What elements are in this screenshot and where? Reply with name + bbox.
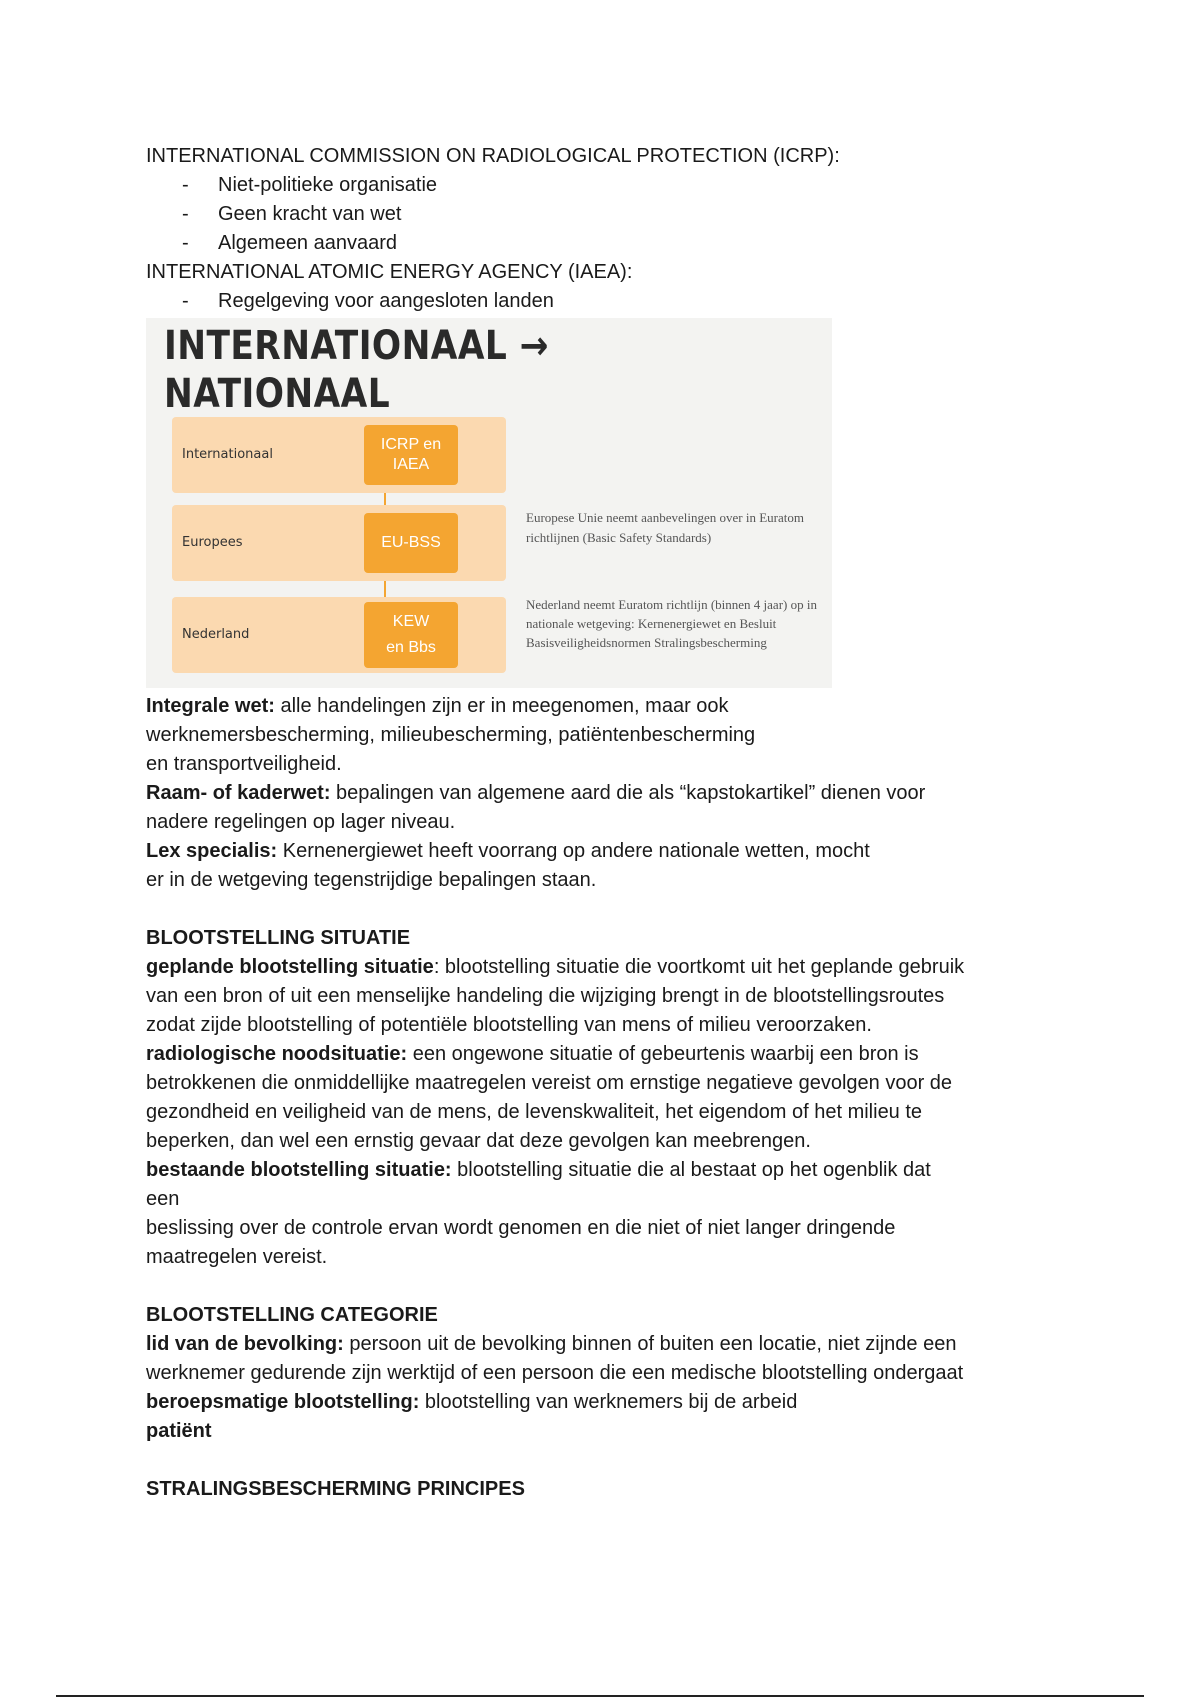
box-text: EU-BSS (381, 534, 441, 551)
icrp-list (146, 171, 1066, 258)
lid-line1 (146, 1330, 1066, 1359)
definition-text: persoon uit de bevolking binnen of buiten een locatie, niet zijnde een (343, 1333, 957, 1355)
note-europees: Europese Unie neemt aanbevelingen over in Euratom richtlijnen (Basic Safety Standards) (526, 510, 804, 545)
bestaand-line3: beslissing over de controle ervan wordt genomen en die niet of niet langer dringende (146, 1217, 896, 1239)
page-bottom-rule (56, 1695, 1144, 1697)
raamwet-line2: nadere regelingen op lager niveau. (146, 811, 456, 833)
list-item: - Regelgeving voor aangesloten landen (146, 287, 1066, 316)
box-text: en Bbs (386, 639, 436, 656)
list-item: - Algemeen aanvaard (146, 229, 1066, 258)
heading-blootstelling-situatie: BLOOTSTELLING SITUATIE (146, 927, 411, 949)
bestaand-line2: een (146, 1188, 180, 1210)
term: Lex specialis: (146, 840, 278, 862)
row-label: Nederland (182, 627, 250, 642)
definition-text: een ongewone situatie of gebeurtenis waarbij een bron is (407, 1043, 919, 1065)
figure-row-europees (172, 505, 506, 581)
document-page (146, 142, 1066, 1504)
lex-specialis-line1 (146, 837, 1066, 866)
lid-line2: werknemer gedurende zijn werktijd of een persoon die een medische blootstelling ondergaat (146, 1362, 964, 1384)
spacer (146, 895, 1066, 924)
box-text: KEW (392, 613, 430, 630)
bestaand-line4: maatregelen vereist. (146, 1246, 328, 1268)
integrale-wet-line2: werknemersbescherming, milieubescherming, patiëntenbescherming (146, 724, 756, 746)
lex-specialis-line2: er in de wetgeving tegenstrijdige bepalingen staan. (146, 869, 597, 891)
gepland-line2: van een bron of uit een menselijke handeling die wijziging brengt in de blootstellingsroutes (146, 985, 945, 1007)
term: patiënt (146, 1420, 212, 1442)
heading-principes: STRALINGSBESCHERMING PRINCIPES (146, 1478, 525, 1500)
note-nederland: Nederland neemt Euratom richtlijn (binnen 4 jaar) op in nationale wetgeving: Kernenergiewet en Besluit Basisveiligheidsnormen Stralingsbescherming (526, 597, 817, 650)
row-label: Internationaal (182, 447, 273, 462)
term: bestaande blootstelling situatie: (146, 1159, 452, 1181)
definition-text: : blootstelling situatie die voortkomt uit het geplande gebruik (433, 956, 965, 978)
term: radiologische noodsituatie: (146, 1043, 408, 1065)
term: beroepsmatige blootstelling: (146, 1391, 420, 1413)
international-national-figure (146, 318, 832, 688)
list-item: - Niet-politieke organisatie (146, 171, 1066, 200)
figure-row-internationaal (172, 417, 506, 493)
iaea-heading: INTERNATIONAL ATOMIC ENERGY AGENCY (IAEA): (146, 261, 633, 283)
box-icrp-iaea (364, 425, 458, 485)
list-item: - Geen kracht van wet (146, 200, 1066, 229)
definition-text: bepalingen van algemene aard die als “kapstokartikel” dienen voor (330, 782, 926, 804)
box-text: IAEA (392, 456, 430, 473)
bestaand-line1 (146, 1156, 1066, 1185)
definition-text: alle handelingen zijn er in meegenomen, maar ook (274, 695, 729, 717)
figure-title: INTERNATIONAAL → NATIONAAL (164, 323, 549, 417)
row-label: Europees (182, 535, 243, 550)
definition-text: blootstelling situatie die al bestaat op het ogenblik dat (451, 1159, 931, 1181)
term: Integrale wet: (146, 695, 275, 717)
box-kew-bbs (364, 602, 458, 668)
nood-line1 (146, 1040, 1066, 1069)
box-text: ICRP en (380, 436, 442, 453)
term: geplande blootstelling situatie (146, 956, 434, 978)
iaea-list (146, 287, 1066, 316)
figure-row-nederland (172, 597, 506, 673)
gepland-line1 (146, 953, 1066, 982)
integrale-wet-line1 (146, 692, 1066, 721)
term: lid van de bevolking: (146, 1333, 344, 1355)
patient-line (146, 1417, 1066, 1446)
heading-blootstelling-categorie: BLOOTSTELLING CATEGORIE (146, 1304, 438, 1326)
nood-line2: betrokkenen die onmiddellijke maatregelen vereist om ernstige negatieve gevolgen voor de (146, 1072, 953, 1094)
beroep-line1 (146, 1388, 1066, 1417)
spacer (146, 1446, 1066, 1475)
term: Raam- of kaderwet: (146, 782, 331, 804)
definition-text: blootstelling van werknemers bij de arbeid (419, 1391, 798, 1413)
raamwet-line1 (146, 779, 1066, 808)
definition-text: Kernenergiewet heeft voorrang op andere nationale wetten, mocht (277, 840, 870, 862)
integrale-wet-line3: en transportveiligheid. (146, 753, 342, 775)
spacer (146, 1272, 1066, 1301)
nood-line3: gezondheid en veiligheid van de mens, de levenskwaliteit, het eigendom of het milieu te (146, 1101, 923, 1123)
box-eu-bss (364, 513, 458, 573)
nood-line4: beperken, dan wel een ernstig gevaar dat deze gevolgen kan meebrengen. (146, 1130, 811, 1152)
icrp-heading: INTERNATIONAL COMMISSION ON RADIOLOGICAL PROTECTION (ICRP): (146, 145, 840, 167)
gepland-line3: zodat zijde blootstelling of potentiële blootstelling van mens of milieu veroorzaken. (146, 1014, 872, 1036)
